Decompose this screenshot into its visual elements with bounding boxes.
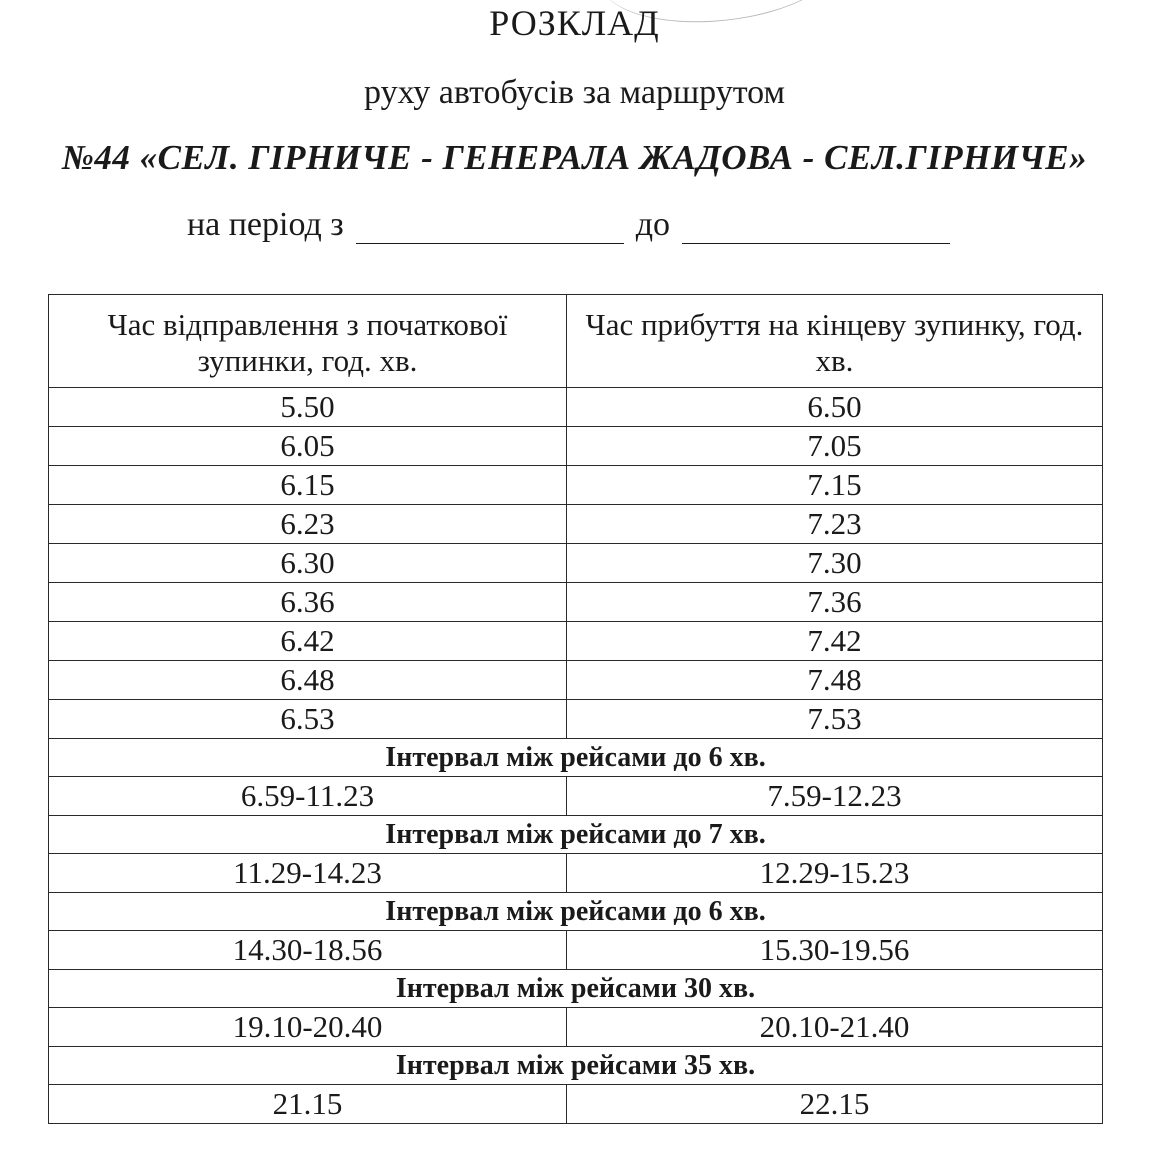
table-row [49,931,1103,970]
interval-row [49,893,1103,931]
table-row [49,854,1103,893]
table-row [49,544,1103,583]
table-row [49,427,1103,466]
arrival-time: 7.15 [567,466,1103,505]
departure-time: 6.36 [49,583,567,622]
column-header-arrival: Час прибуття на кінцеву зупинку, год. хв. [567,295,1103,388]
document-subtitle: руху автобусів за маршрутом [364,74,785,111]
departure-range: 14.30-18.56 [49,931,567,970]
document-title: РОЗКЛАД [489,3,660,43]
schedule-table [48,294,1103,1124]
table-row [49,583,1103,622]
departure-time: 6.42 [49,622,567,661]
departure-range: 6.59-11.23 [49,777,567,816]
column-header-departure: Час відправлення з початкової зупинки, год. хв. [49,295,567,388]
departure-time: 6.48 [49,661,567,700]
departure-time: 6.15 [49,466,567,505]
arrival-time: 7.48 [567,661,1103,700]
interval-label: Інтервал між рейсами 30 хв. [49,970,1103,1008]
departure-range: 21.15 [49,1085,567,1124]
arrival-time: 6.50 [567,388,1103,427]
table-row [49,505,1103,544]
table-row [49,700,1103,739]
interval-label: Інтервал між рейсами до 6 хв. [49,893,1103,931]
table-row [49,661,1103,700]
route-name: №44 «СЕЛ. ГІРНИЧЕ - ГЕНЕРАЛА ЖАДОВА - СЕЛ.ГІРНИЧЕ» [61,138,1088,177]
interval-label: Інтервал між рейсами 35 хв. [49,1047,1103,1085]
period-start-blank [356,207,624,244]
interval-row [49,816,1103,854]
interval-row [49,970,1103,1008]
departure-range: 11.29-14.23 [49,854,567,893]
period-line [0,206,1149,244]
departure-time: 6.30 [49,544,567,583]
interval-row [49,1047,1103,1085]
arrival-range: 22.15 [567,1085,1103,1124]
period-prefix: на період з [186,206,344,243]
departure-time: 6.53 [49,700,567,739]
arrival-time: 7.23 [567,505,1103,544]
arrival-range: 7.59-12.23 [567,777,1103,816]
arrival-time: 7.30 [567,544,1103,583]
arrival-time: 7.42 [567,622,1103,661]
arrival-time: 7.05 [567,427,1103,466]
table-row [49,622,1103,661]
interval-row [49,739,1103,777]
period-end-blank [682,207,950,244]
arrival-range: 20.10-21.40 [567,1008,1103,1047]
table-header-row [49,295,1103,388]
table-row [49,777,1103,816]
table-row [49,466,1103,505]
interval-label: Інтервал між рейсами до 6 хв. [49,739,1103,777]
arrival-time: 7.36 [567,583,1103,622]
arrival-range: 12.29-15.23 [567,854,1103,893]
arrival-time: 7.53 [567,700,1103,739]
departure-time: 6.05 [49,427,567,466]
table-row [49,388,1103,427]
table-row [49,1008,1103,1047]
table-row [49,1085,1103,1124]
departure-range: 19.10-20.40 [49,1008,567,1047]
interval-label: Інтервал між рейсами до 7 хв. [49,816,1103,854]
arrival-range: 15.30-19.56 [567,931,1103,970]
departure-time: 5.50 [49,388,567,427]
departure-time: 6.23 [49,505,567,544]
period-middle: до [635,206,671,243]
